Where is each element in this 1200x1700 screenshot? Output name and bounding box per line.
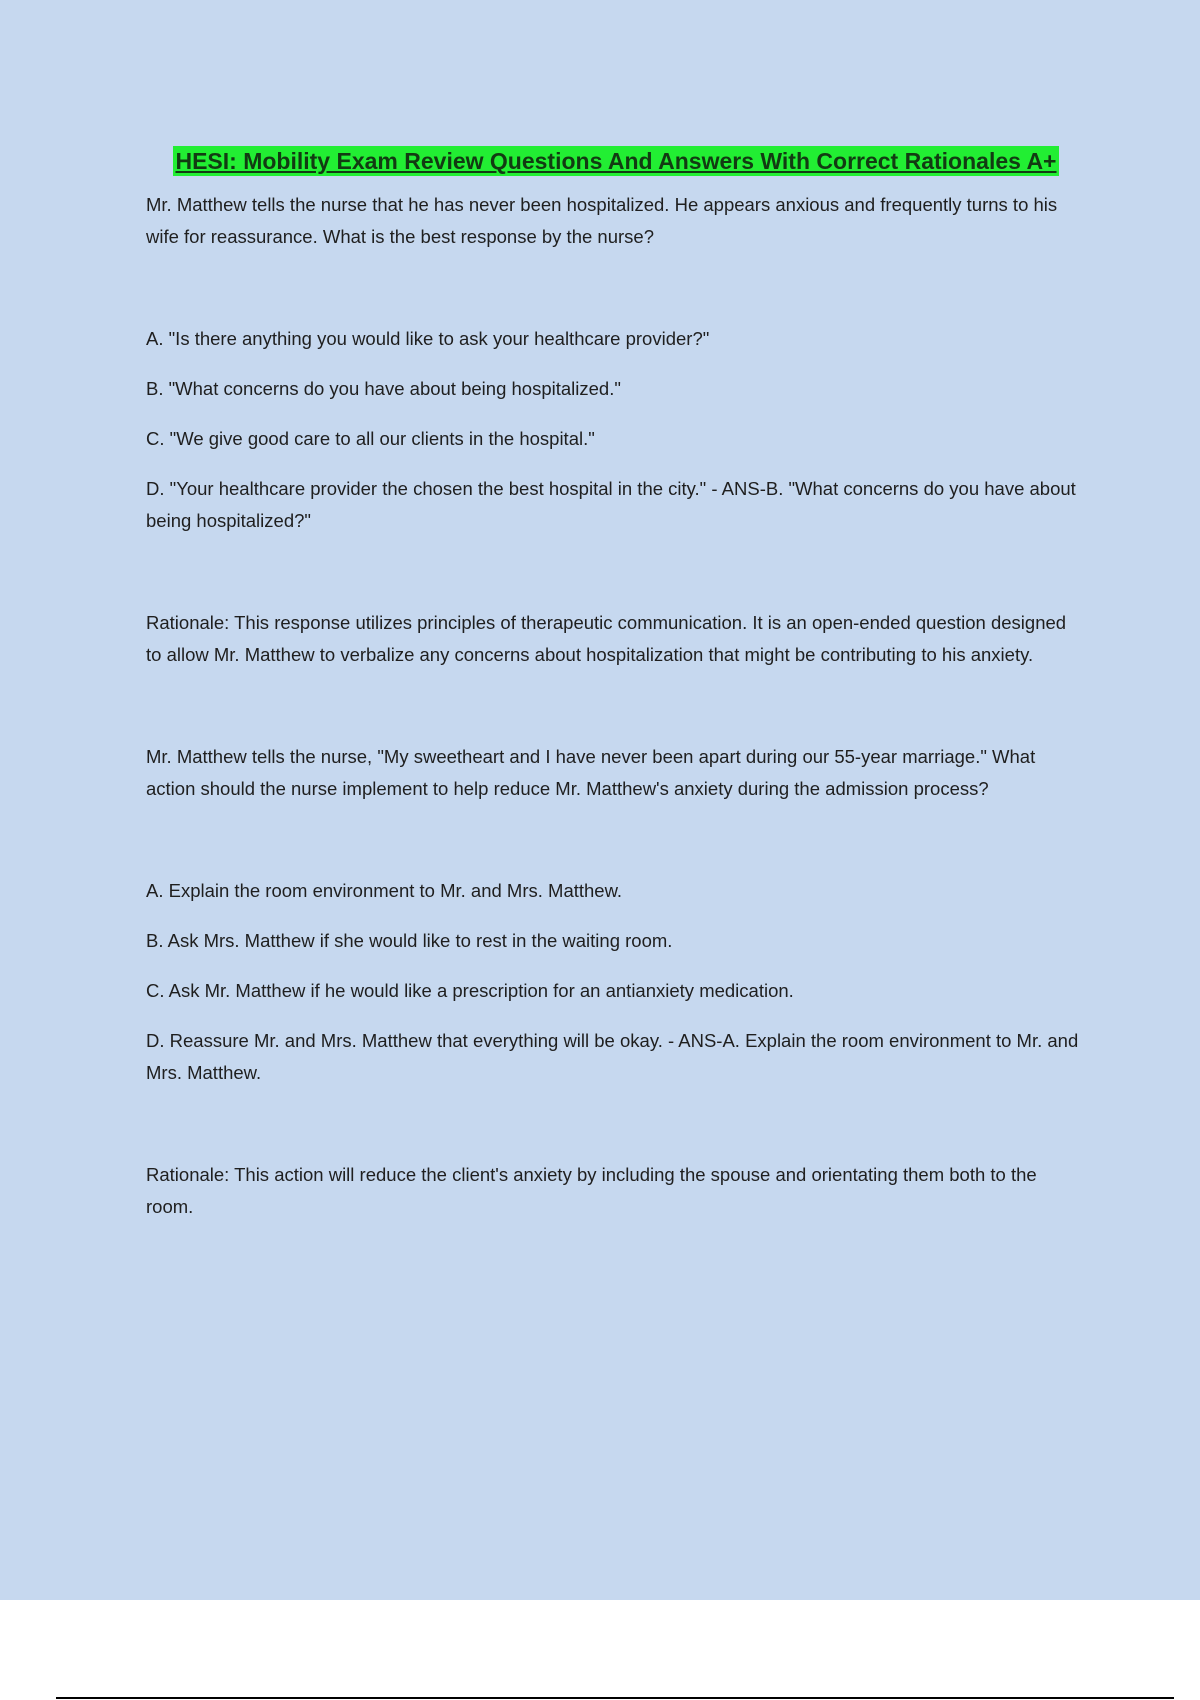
question-2-option-a: A. Explain the room environment to Mr. and Mrs. Matthew. [146, 880, 623, 901]
document-content [146, 146, 1086, 1223]
title-wrapper [146, 146, 1086, 179]
question-1-rationale: Rationale: This response utilizes principles of therapeutic communication. It is an open-ended question designed to allow Mr. Matthew to verbalize any concerns about hospitalization that might be contributing to his anxiety. [146, 612, 1067, 665]
document-title: HESI: Mobility Exam Review Questions And Answers With Correct Rationales A+ [175, 148, 1057, 174]
question-2-option-b: B. Ask Mrs. Matthew if she would like to rest in the waiting room. [146, 930, 673, 951]
question-2-option-c: C. Ask Mr. Matthew if he would like a prescription for an antianxiety medication. [146, 980, 794, 1001]
question-1-stem: Mr. Matthew tells the nurse that he has never been hospitalized. He appears anxious and frequently turns to his wife for reassurance. What is the best response by the nurse? [146, 194, 1058, 247]
question-2-option-d: D. Reassure Mr. and Mrs. Matthew that everything will be okay. - ANS-A. Explain the room environment to Mr. and Mrs. Matthew. [146, 1030, 1079, 1083]
question-1-option-b: B. "What concerns do you have about being hospitalized." [146, 378, 621, 399]
question-2-rationale: Rationale: This action will reduce the client's anxiety by including the spouse and orientating them both to the room. [146, 1164, 1037, 1217]
question-1-option-c: C. "We give good care to all our clients in the hospital." [146, 428, 595, 449]
question-1-option-a: A. "Is there anything you would like to ask your healthcare provider?" [146, 328, 710, 349]
question-2-stem: Mr. Matthew tells the nurse, "My sweetheart and I have never been apart during our 55-year marriage." What action should the nurse implement to help reduce Mr. Matthew's anxiety during the admission process? [146, 746, 1036, 799]
footer-divider [56, 1697, 1174, 1699]
question-1-option-d: D. "Your healthcare provider the chosen the best hospital in the city." - ANS-B. "What concerns do you have about being hospitalized?" [146, 478, 1076, 531]
